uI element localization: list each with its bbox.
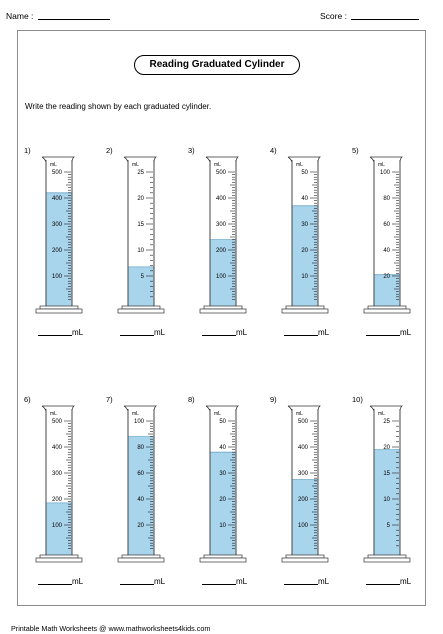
graduated-cylinder (270, 146, 350, 321)
problem-1 (24, 146, 104, 346)
unit-label: mL (296, 411, 303, 417)
cylinder-spout (42, 406, 74, 411)
unit-label: mL (214, 411, 221, 417)
tick-label: 400 (297, 445, 308, 451)
tick-label: 40 (219, 445, 226, 451)
problem-number: 4) (270, 146, 277, 155)
answer-unit: mL (72, 577, 84, 586)
score-blank[interactable] (351, 11, 419, 20)
liquid-column (211, 452, 236, 555)
tick-label: 100 (379, 170, 390, 176)
cylinder-base (40, 306, 78, 309)
answer-unit: mL (318, 328, 330, 337)
cylinder-spout (370, 157, 402, 162)
liquid-column (293, 206, 318, 306)
cylinder-base (368, 555, 406, 558)
unit-label: mL (214, 162, 221, 168)
cylinder-spout (42, 157, 74, 162)
tick-label: 200 (297, 497, 308, 503)
name-blank[interactable] (38, 11, 110, 20)
problem-9 (270, 395, 350, 595)
answer-blank[interactable] (366, 577, 400, 585)
tick-label: 100 (51, 274, 62, 280)
unit-label: mL (296, 162, 303, 168)
cylinder-foot (364, 309, 410, 313)
tick-label: 300 (51, 471, 62, 477)
tick-label: 20 (383, 274, 390, 280)
score-field[interactable] (320, 11, 419, 21)
tick-label: 100 (133, 419, 144, 425)
cylinder-base (204, 555, 242, 558)
unit-label: mL (50, 162, 57, 168)
answer-blank[interactable] (120, 577, 154, 585)
tick-label: 100 (297, 523, 308, 529)
tick-label: 80 (383, 196, 390, 202)
tick-label: 20 (219, 497, 226, 503)
graduated-cylinder (270, 395, 350, 570)
tick-label: 200 (51, 497, 62, 503)
answer-field[interactable] (38, 577, 83, 586)
graduated-cylinder (24, 395, 104, 570)
tick-label: 50 (301, 170, 308, 176)
problem-4 (270, 146, 350, 346)
answer-unit: mL (72, 328, 84, 337)
score-label: Score : (320, 11, 347, 21)
tick-label: 500 (51, 419, 62, 425)
unit-label: mL (378, 162, 385, 168)
tick-label: 40 (137, 497, 144, 503)
answer-field[interactable] (284, 328, 329, 337)
unit-label: mL (50, 411, 57, 417)
problem-number: 7) (106, 395, 113, 404)
tick-label: 60 (137, 471, 144, 477)
cylinder-spout (370, 406, 402, 411)
answer-blank[interactable] (284, 328, 318, 336)
tick-label: 10 (301, 274, 308, 280)
worksheet-title: Reading Graduated Cylinder (134, 55, 300, 75)
problem-number: 1) (24, 146, 31, 155)
tick-label: 5 (140, 274, 144, 280)
tick-label: 10 (383, 497, 390, 503)
problem-6 (24, 395, 104, 595)
tick-label: 500 (215, 170, 226, 176)
tick-label: 30 (219, 471, 226, 477)
tick-label: 20 (137, 523, 144, 529)
tick-label: 100 (51, 523, 62, 529)
graduated-cylinder (106, 146, 186, 321)
answer-unit: mL (154, 577, 166, 586)
answer-blank[interactable] (366, 328, 400, 336)
tick-label: 40 (383, 248, 390, 254)
problem-2 (106, 146, 186, 346)
answer-unit: mL (236, 328, 248, 337)
unit-label: mL (132, 411, 139, 417)
cylinder-spout (206, 406, 238, 411)
tick-label: 20 (301, 248, 308, 254)
tick-label: 300 (297, 471, 308, 477)
name-field[interactable] (6, 11, 110, 21)
tick-label: 200 (215, 248, 226, 254)
cylinder-foot (118, 558, 164, 562)
answer-unit: mL (318, 577, 330, 586)
tick-label: 30 (301, 222, 308, 228)
cylinder-foot (118, 309, 164, 313)
tick-label: 25 (383, 419, 390, 425)
tick-label: 400 (51, 196, 62, 202)
footer-credit: Printable Math Worksheets @ www.mathworksheets4kids.com (11, 624, 211, 633)
problem-10 (352, 395, 432, 595)
cylinder-base (122, 306, 160, 309)
answer-unit: mL (400, 328, 412, 337)
cylinder-base (122, 555, 160, 558)
answer-blank[interactable] (202, 328, 236, 336)
answer-field[interactable] (202, 328, 247, 337)
tick-label: 15 (137, 222, 144, 228)
name-label: Name : (6, 11, 34, 21)
problem-5 (352, 146, 432, 346)
tick-label: 80 (137, 445, 144, 451)
tick-label: 60 (383, 222, 390, 228)
problem-number: 8) (188, 395, 195, 404)
graduated-cylinder (352, 146, 432, 321)
problem-number: 3) (188, 146, 195, 155)
cylinder-foot (282, 558, 328, 562)
tick-label: 25 (137, 170, 144, 176)
cylinder-base (286, 306, 324, 309)
cylinder-base (286, 555, 324, 558)
tick-label: 100 (215, 274, 226, 280)
tick-label: 5 (386, 523, 390, 529)
problem-number: 9) (270, 395, 277, 404)
graduated-cylinder (352, 395, 432, 570)
answer-blank[interactable] (120, 328, 154, 336)
tick-label: 200 (51, 248, 62, 254)
answer-field[interactable] (120, 328, 165, 337)
tick-label: 40 (301, 196, 308, 202)
answer-field[interactable] (284, 577, 329, 586)
problem-number: 5) (352, 146, 359, 155)
answer-blank[interactable] (284, 577, 318, 585)
cylinder-spout (124, 157, 156, 162)
answer-blank[interactable] (202, 577, 236, 585)
answer-field[interactable] (366, 328, 411, 337)
graduated-cylinder (24, 146, 104, 321)
tick-label: 10 (219, 523, 226, 529)
answer-unit: mL (236, 577, 248, 586)
problem-number: 2) (106, 146, 113, 155)
tick-label: 15 (383, 471, 390, 477)
unit-label: mL (132, 162, 139, 168)
cylinder-foot (200, 558, 246, 562)
answer-blank[interactable] (38, 577, 72, 585)
answer-field[interactable] (202, 577, 247, 586)
answer-field[interactable] (366, 577, 411, 586)
graduated-cylinder (106, 395, 186, 570)
tick-label: 500 (297, 419, 308, 425)
problem-number: 10) (352, 395, 363, 404)
unit-label: mL (378, 411, 385, 417)
cylinder-base (204, 306, 242, 309)
cylinder-foot (36, 309, 82, 313)
problem-7 (106, 395, 186, 595)
problem-number: 6) (24, 395, 31, 404)
answer-unit: mL (154, 328, 166, 337)
cylinder-foot (364, 558, 410, 562)
tick-label: 20 (383, 445, 390, 451)
cylinder-base (40, 555, 78, 558)
cylinder-spout (206, 157, 238, 162)
graduated-cylinder (188, 146, 268, 321)
tick-label: 500 (51, 170, 62, 176)
cylinder-foot (200, 309, 246, 313)
problem-3 (188, 146, 268, 346)
answer-unit: mL (400, 577, 412, 586)
liquid-column (129, 267, 154, 306)
answer-field[interactable] (120, 577, 165, 586)
tick-label: 10 (137, 248, 144, 254)
tick-label: 300 (51, 222, 62, 228)
tick-label: 400 (215, 196, 226, 202)
tick-label: 50 (219, 419, 226, 425)
tick-label: 400 (51, 445, 62, 451)
answer-blank[interactable] (38, 328, 72, 336)
liquid-column (129, 437, 154, 555)
tick-label: 20 (137, 196, 144, 202)
answer-field[interactable] (38, 328, 83, 337)
cylinder-spout (124, 406, 156, 411)
graduated-cylinder (188, 395, 268, 570)
liquid-column (293, 480, 318, 556)
cylinder-spout (288, 157, 320, 162)
cylinder-spout (288, 406, 320, 411)
cylinder-foot (282, 309, 328, 313)
tick-label: 300 (215, 222, 226, 228)
problem-8 (188, 395, 268, 595)
cylinder-base (368, 306, 406, 309)
cylinder-foot (36, 558, 82, 562)
instructions: Write the reading shown by each graduated cylinder. (25, 102, 212, 111)
